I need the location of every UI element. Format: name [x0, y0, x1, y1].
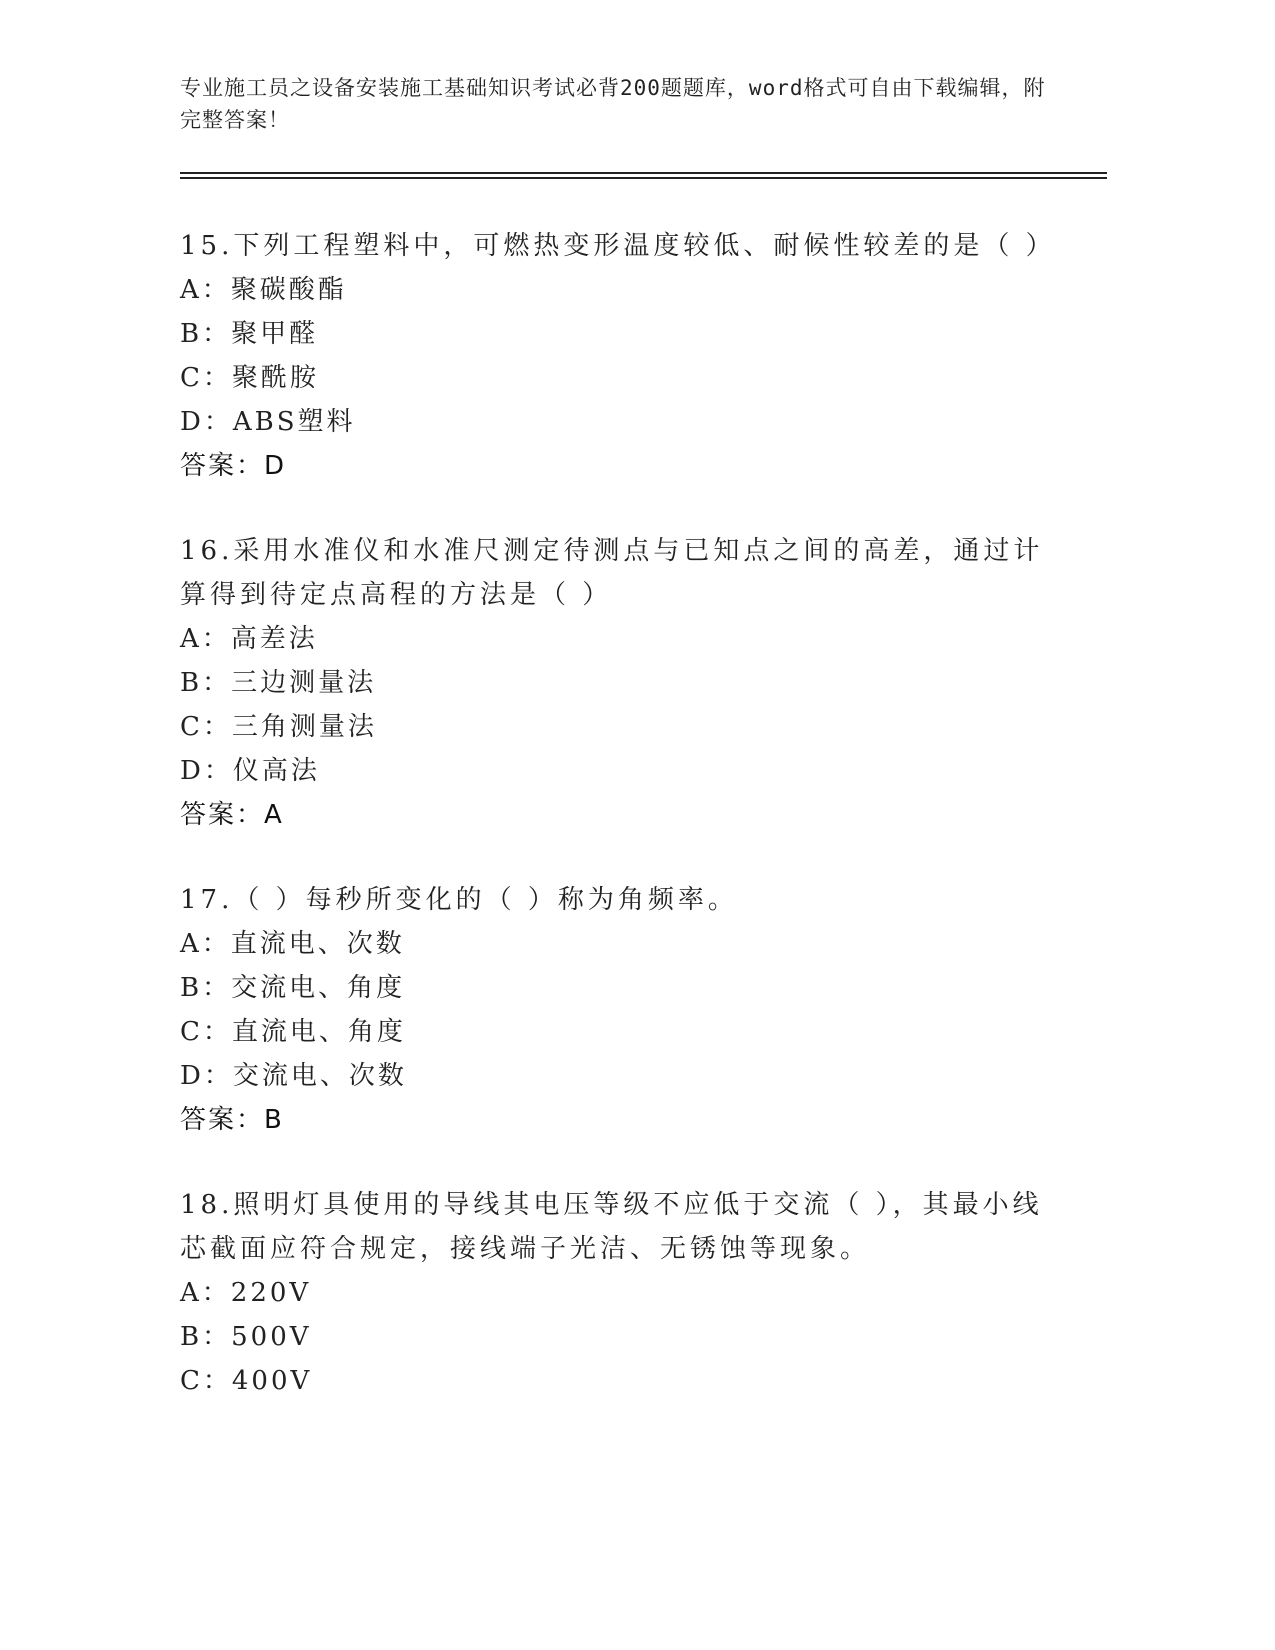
option-b: B：三边测量法 — [180, 668, 377, 698]
option-c: C：直流电、角度 — [180, 1017, 406, 1047]
option-b: B：交流电、角度 — [180, 973, 406, 1003]
option-a: A：聚碳酸酯 — [180, 275, 347, 305]
document-header: 专业施工员之设备安装施工基础知识考试必背200题题库，word格式可自由下载编辑，附完整答案！ — [180, 76, 1046, 132]
answer: 答案：D — [180, 451, 287, 481]
header-divider-bottom — [180, 177, 1107, 179]
question-text: 16.采用水准仪和水准尺测定待测点与已知点之间的高差，通过计算得到待定点高程的方法是（ ） — [180, 536, 1044, 610]
option-d: D：交流电、次数 — [180, 1061, 407, 1091]
question-18 — [180, 1183, 1060, 1403]
option-b: B：500V — [180, 1322, 312, 1352]
option-a: A：220V — [180, 1278, 312, 1308]
option-d: D：ABS塑料 — [180, 407, 356, 437]
option-c: C：聚酰胺 — [180, 363, 319, 393]
option-b: B：聚甲醛 — [180, 319, 319, 349]
option-c: C：三角测量法 — [180, 712, 377, 742]
question-16 — [180, 529, 1060, 837]
question-15 — [180, 224, 1060, 488]
header-divider-top — [180, 172, 1107, 174]
answer: 答案：B — [180, 1105, 284, 1135]
option-a: A：高差法 — [180, 624, 318, 654]
question-text: 17.（ ）每秒所变化的（ ）称为角频率。 — [180, 885, 738, 915]
answer: 答案：A — [180, 800, 284, 830]
option-d: D：仪高法 — [180, 756, 320, 786]
option-c: C：400V — [180, 1366, 313, 1396]
question-text: 15.下列工程塑料中，可燃热变形温度较低、耐候性较差的是（ ） — [180, 231, 1056, 261]
question-text: 18.照明灯具使用的导线其电压等级不应低于交流（ ），其最小线芯截面应符合规定，接线端子光洁、无锈蚀等现象。 — [180, 1190, 1043, 1264]
option-a: A：直流电、次数 — [180, 929, 405, 959]
question-17 — [180, 878, 1060, 1142]
